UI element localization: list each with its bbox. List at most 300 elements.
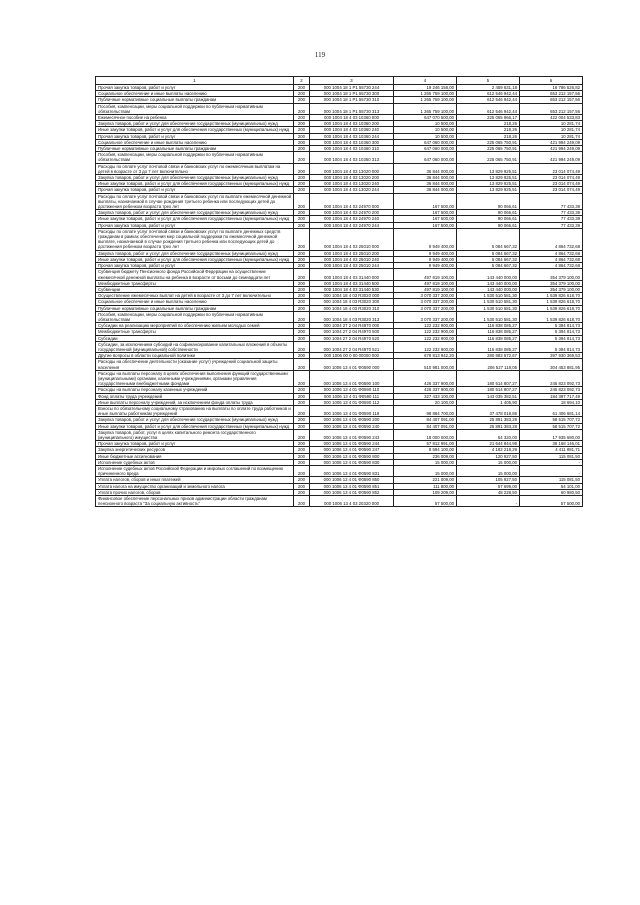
budget-code-cell: 000 1006 13 4 01 Ф0590 800	[310, 453, 394, 459]
expense-name-cell: Пособия, компенсации, меры социальной поддержки по публичным нормативным обязательствам	[96, 103, 294, 114]
approved-amount-cell: 122 232 900,00	[394, 335, 457, 341]
approved-amount-cell: 15 000,00	[394, 459, 457, 465]
approved-amount-cell: 57 500,00	[394, 496, 457, 507]
budget-code-cell: 000 1004 18 4 03 31440 500	[310, 280, 394, 286]
expense-name-cell: Публичные нормативные социальные выплаты гражданам	[96, 146, 294, 152]
unexecuted-amount-cell: -	[520, 466, 583, 477]
executed-amount-cell: 218,26	[457, 121, 520, 127]
budget-code-cell: 000 1004 27 2 04 R4970 520	[310, 335, 394, 341]
executed-amount-cell: 116 838 085,27	[457, 335, 520, 341]
line-code-cell: 200	[294, 228, 310, 250]
unexecuted-amount-cell: -	[520, 459, 583, 465]
column-number: 2	[294, 77, 310, 85]
executed-amount-cell: 143 035 382,51	[457, 393, 520, 399]
approved-amount-cell: 497 819 100,00	[394, 280, 457, 286]
executed-amount-cell: 90 066,61	[457, 193, 520, 210]
unexecuted-amount-cell: 4 864 732,68	[520, 263, 583, 269]
budget-code-cell: 000 1006 13 4 01 Ф0590 830	[310, 459, 394, 465]
executed-amount-cell: 13 829 925,51	[457, 187, 520, 193]
expense-name-cell: Социальное обеспечение и иные выплаты населению	[96, 299, 294, 305]
executed-amount-cell: 25 891 383,28	[457, 417, 520, 423]
table-row	[96, 305, 583, 311]
table-row	[96, 163, 583, 174]
unexecuted-amount-cell: 18 694,10	[520, 399, 583, 405]
line-code-cell: 200	[294, 477, 310, 483]
expense-name-cell: Прочая закупка товаров, работ и услуг	[96, 187, 294, 193]
approved-amount-cell: 9 949 400,00	[394, 256, 457, 262]
line-code-cell: 200	[294, 91, 310, 97]
budget-code-cell: 000 1004 18 4 03 10360 000	[310, 115, 394, 121]
budget-code-cell: 000 1004 18 1 P1 55730 244	[310, 85, 394, 91]
approved-amount-cell: 3 070 337 200,00	[394, 305, 457, 311]
approved-amount-cell: 10 500,00	[394, 133, 457, 139]
executed-amount-cell: 225 065 750,91	[457, 139, 520, 145]
executed-amount-cell: 21 644 844,99	[457, 441, 520, 447]
budget-code-cell: 000 1006 13 4 01 Ф0590 851	[310, 483, 394, 489]
line-code-cell: 200	[294, 146, 310, 152]
expense-name-cell: Закупка энергетических ресурсов	[96, 447, 294, 453]
executed-amount-cell: 1 530 510 581,30	[457, 311, 520, 322]
unexecuted-amount-cell: 1 539 826 618,70	[520, 299, 583, 305]
unexecuted-amount-cell: 77 433,39	[520, 222, 583, 228]
expense-name-cell: Пособия, компенсации, меры социальной поддержки по публичным нормативным обязательствам	[96, 311, 294, 322]
approved-amount-cell: 36 844 000,00	[394, 187, 457, 193]
line-code-cell: 200	[294, 103, 310, 114]
table-row	[96, 139, 583, 145]
table-row	[96, 405, 583, 416]
expense-name-cell: Иные закупки товаров, работ и услуг для обеспечения государственных (муниципальных) нужд	[96, 256, 294, 262]
line-code-cell: 200	[294, 175, 310, 181]
budget-code-cell: 000 1004 18 4 03 10360 240	[310, 127, 394, 133]
unexecuted-amount-cell: 10 281,74	[520, 133, 583, 139]
table-row	[96, 152, 583, 163]
expense-name-cell: Иные закупки товаров, работ и услуг для обеспечения государственных (муниципальных) нужд	[96, 181, 294, 187]
line-code-cell: 200	[294, 417, 310, 423]
budget-code-cell: 000 1004 18 1 P1 55730 300	[310, 91, 394, 97]
expense-name-cell: Субсидии на реализацию мероприятий по обеспечению жильем молодых семей	[96, 323, 294, 329]
approved-amount-cell: 678 813 942,20	[394, 353, 457, 359]
executed-amount-cell: 143 440 000,00	[457, 269, 520, 280]
executed-amount-cell: -	[457, 496, 520, 507]
unexecuted-amount-cell: 245 823 092,73	[520, 387, 583, 393]
table-row	[96, 181, 583, 187]
budget-code-cell: 000 1004 18 4 03 13020 000	[310, 163, 394, 174]
line-code-cell: 200	[294, 483, 310, 489]
approved-amount-cell: 122 232 900,00	[394, 341, 457, 352]
column-number: 3	[310, 77, 394, 85]
table-row	[96, 496, 583, 507]
line-code-cell: 200	[294, 311, 310, 322]
executed-amount-cell: 1 405,90	[457, 399, 520, 405]
executed-amount-cell: 116 838 085,27	[457, 329, 520, 335]
unexecuted-amount-cell: 60 980,50	[520, 489, 583, 495]
executed-amount-cell: 25 891 383,28	[457, 423, 520, 429]
executed-amount-cell: 225 065 750,91	[457, 146, 520, 152]
approved-amount-cell: 426 337 900,00	[394, 387, 457, 393]
line-code-cell: 200	[294, 263, 310, 269]
line-code-cell: 200	[294, 299, 310, 305]
approved-amount-cell: 497 819 100,00	[394, 269, 457, 280]
table-row	[96, 91, 583, 97]
line-code-cell: 200	[294, 286, 310, 292]
expense-name-cell: Субвенция бюджету Пенсионного фонда Российской Федерации на осуществление ежемесячной денежной выплаты на ребенка в возрасте от восьми до семнадцати лет	[96, 269, 294, 280]
expense-name-cell: Фонд оплаты труда учреждений	[96, 393, 294, 399]
approved-amount-cell: 36 844 000,00	[394, 175, 457, 181]
unexecuted-amount-cell: 36 168 146,01	[520, 441, 583, 447]
expense-name-cell: Субвенции	[96, 286, 294, 292]
page-number: 119	[314, 51, 326, 59]
budget-code-cell: 000 1006 13 4 01 Ф0590 852	[310, 489, 394, 495]
line-code-cell: 200	[294, 250, 310, 256]
budget-code-cell: 000 1004 18 4 03 10360 200	[310, 121, 394, 127]
table-row	[96, 417, 583, 423]
executed-amount-cell: 5 084 667,32	[457, 250, 520, 256]
approved-amount-cell: 111 800,00	[394, 483, 457, 489]
budget-code-cell: 000 1004 18 4 03 31440 000	[310, 269, 394, 280]
line-code-cell: 200	[294, 85, 310, 91]
budget-code-cell: 000 1004 18 4 03 25010 240	[310, 256, 394, 262]
budget-code-cell: 000 1004 18 4 03 10360 244	[310, 133, 394, 139]
line-code-cell: 200	[294, 115, 310, 121]
executed-amount-cell: 15 000,00	[457, 459, 520, 465]
table-row	[96, 146, 583, 152]
budget-code-cell: 000 1004 18 4 03 R3020 313	[310, 311, 394, 322]
table-row	[96, 423, 583, 429]
unexecuted-amount-cell: 653 212 157,56	[520, 91, 583, 97]
executed-amount-cell: 280 883 572,67	[457, 353, 520, 359]
line-code-cell: 200	[294, 187, 310, 193]
unexecuted-amount-cell: 23 014 074,49	[520, 175, 583, 181]
approved-amount-cell: 426 337 900,00	[394, 370, 457, 387]
line-code-cell: 200	[294, 341, 310, 352]
expense-name-cell: Расходы по оплате услуг почтовой связи и банковских услуг по ежемесячным выплатам на детей в возрасте от 3 до 7 лет включительно	[96, 163, 294, 174]
executed-amount-cell: 612 546 942,44	[457, 91, 520, 97]
executed-amount-cell: 612 546 942,44	[457, 103, 520, 114]
expense-name-cell: Субсидии, за исключением субсидий на софинансирование капитальных вложений в объекты государственной (муниципальной) собственности	[96, 341, 294, 352]
budget-code-cell: 000 1006 13 4 01 Ф0590 831	[310, 466, 394, 477]
unexecuted-amount-cell: 397 930 369,53	[520, 353, 583, 359]
unexecuted-amount-cell: 245 823 092,73	[520, 370, 583, 387]
table-row	[96, 429, 583, 440]
executed-amount-cell: 13 829 925,51	[457, 181, 520, 187]
budget-code-cell: 000 1004 18 4 03 25010 244	[310, 263, 394, 269]
budget-code-cell: 000 1006 13 4 01 Ф0590 850	[310, 477, 394, 483]
unexecuted-amount-cell: 304 453 881,95	[520, 359, 583, 370]
unexecuted-amount-cell: 184 397 717,49	[520, 393, 583, 399]
line-code-cell: 200	[294, 429, 310, 440]
budget-code-cell: 000 1004 27 2 04 R4970 000	[310, 323, 394, 329]
expense-name-cell: Исполнение судебных актов	[96, 459, 294, 465]
unexecuted-amount-cell: 23 014 074,49	[520, 181, 583, 187]
approved-amount-cell: 327 433 100,00	[394, 393, 457, 399]
approved-amount-cell: 167 500,00	[394, 210, 457, 216]
line-code-cell: 200	[294, 293, 310, 299]
unexecuted-amount-cell: 23 014 074,49	[520, 163, 583, 174]
approved-amount-cell: 9 949 400,00	[394, 263, 457, 269]
unexecuted-amount-cell: 1 539 826 618,70	[520, 305, 583, 311]
table-row	[96, 341, 583, 352]
line-code-cell: 200	[294, 466, 310, 477]
executed-amount-cell: 64 320,00	[457, 429, 520, 440]
budget-code-cell: 000 1004 18 4 03 13020 244	[310, 187, 394, 193]
line-code-cell: 200	[294, 121, 310, 127]
line-code-cell: 200	[294, 193, 310, 210]
executed-amount-cell: 1 530 510 581,30	[457, 305, 520, 311]
unexecuted-amount-cell: 77 433,39	[520, 210, 583, 216]
line-code-cell: 200	[294, 152, 310, 163]
approved-amount-cell: 236 009,00	[394, 453, 457, 459]
budget-code-cell: 000 1004 18 4 03 24970 200	[310, 210, 394, 216]
budget-code-cell: 000 1006 13 4 01 Ф0590 000	[310, 359, 394, 370]
unexecuted-amount-cell: 5 394 814,73	[520, 329, 583, 335]
expense-name-cell: Социальное обеспечение и иные выплаты населению	[96, 139, 294, 145]
budget-code-cell: 000 1004 18 4 03 31440 530	[310, 286, 394, 292]
budget-code-cell: 000 1006 13 4 03 20320 000	[310, 496, 394, 507]
approved-amount-cell: 647 070 500,00	[394, 115, 457, 121]
table-row	[96, 228, 583, 250]
line-code-cell: 200	[294, 97, 310, 103]
approved-amount-cell: 122 232 900,00	[394, 329, 457, 335]
line-code-cell: 200	[294, 459, 310, 465]
approved-amount-cell: 3 070 337 200,00	[394, 311, 457, 322]
expense-name-cell: Расходы на выплаты персоналу казенных учреждений	[96, 387, 294, 393]
line-code-cell: 200	[294, 280, 310, 286]
budget-code-cell: 000 1004 18 4 03 R3020 300	[310, 299, 394, 305]
line-code-cell: 200	[294, 163, 310, 174]
line-code-cell: 200	[294, 335, 310, 341]
unexecuted-amount-cell: 10 281,74	[520, 121, 583, 127]
expense-name-cell: Взносы по обязательному социальному страхованию на выплаты по оплате труда работников и иные выплаты работникам учреждений	[96, 405, 294, 416]
approved-amount-cell: 647 060 000,00	[394, 152, 457, 163]
approved-amount-cell: 1 265 759 100,00	[394, 97, 457, 103]
table-row	[96, 269, 583, 280]
executed-amount-cell: 13 829 925,51	[457, 175, 520, 181]
executed-amount-cell: 5 084 667,32	[457, 228, 520, 250]
table-row	[96, 103, 583, 114]
budget-code-cell: 000 1006 13 4 01 Ф0590 200	[310, 417, 394, 423]
budget-code-cell: 000 1006 13 4 01 Ф0590 240	[310, 423, 394, 429]
table-row	[96, 466, 583, 477]
line-code-cell: 200	[294, 353, 310, 359]
table-row	[96, 477, 583, 483]
unexecuted-amount-cell: 422 004 533,83	[520, 115, 583, 121]
executed-amount-cell: 13 829 925,51	[457, 163, 520, 174]
expense-name-cell: Прочая закупка товаров, работ и услуг	[96, 263, 294, 269]
approved-amount-cell: 1 265 759 100,00	[394, 91, 457, 97]
table-row	[96, 133, 583, 139]
expense-name-cell: Расходы на обеспечение деятельности (оказание услуг) учреждений социальной защиты населения	[96, 359, 294, 370]
executed-amount-cell: 5 084 667,32	[457, 256, 520, 262]
table-row	[96, 121, 583, 127]
budget-code-cell: 000 1004 18 4 03 10360 300	[310, 139, 394, 145]
line-code-cell: 200	[294, 447, 310, 453]
executed-amount-cell: 206 527 118,05	[457, 359, 520, 370]
unexecuted-amount-cell: 354 379 100,00	[520, 269, 583, 280]
approved-amount-cell: 3 070 337 200,00	[394, 293, 457, 299]
approved-amount-cell: 98 884 700,00	[394, 405, 457, 416]
line-code-cell: 200	[294, 399, 310, 405]
approved-amount-cell: 84 407 091,00	[394, 423, 457, 429]
expense-name-cell: Межбюджетные трансферты	[96, 329, 294, 335]
approved-amount-cell: 167 500,00	[394, 193, 457, 210]
expense-name-cell: Публичные нормативные социальные выплаты гражданам	[96, 97, 294, 103]
budget-code-cell: 000 1004 18 4 03 10360 313	[310, 152, 394, 163]
unexecuted-amount-cell: 1 539 826 618,70	[520, 293, 583, 299]
table-row	[96, 399, 583, 405]
budget-code-cell: 000 1004 18 4 03 24970 240	[310, 216, 394, 222]
budget-code-cell: 000 1004 18 4 03 10360 310	[310, 146, 394, 152]
budget-code-cell: 000 1004 27 2 04 R4970 500	[310, 329, 394, 335]
executed-amount-cell: 90 066,61	[457, 210, 520, 216]
executed-amount-cell: 120 927,50	[457, 453, 520, 459]
line-code-cell: 200	[294, 489, 310, 495]
expense-name-cell: Финансовое обеспечение персональных призов администрации области гражданам пенсионного возраста "За социальную активность"	[96, 496, 294, 507]
unexecuted-amount-cell: 10 281,74	[520, 127, 583, 133]
line-code-cell: 200	[294, 441, 310, 447]
executed-amount-cell: 57 699,00	[457, 483, 520, 489]
executed-amount-cell: 37 478 018,86	[457, 405, 520, 416]
budget-code-cell: 000 1006 13 4 01 Ф0590 243	[310, 429, 394, 440]
approved-amount-cell: 8 594 100,00	[394, 447, 457, 453]
approved-amount-cell: 84 407 091,00	[394, 417, 457, 423]
unexecuted-amount-cell: 115 081,50	[520, 453, 583, 459]
unexecuted-amount-cell: 354 379 100,00	[520, 280, 583, 286]
approved-amount-cell: 221 009,00	[394, 477, 457, 483]
table-row	[96, 127, 583, 133]
table-row	[96, 359, 583, 370]
expense-name-cell: Расходы по оплате услуг почтовой связи и банковских услуг по выплате ежемесячной денежной выплаты, назначаемой в случае рождения третьего ребенка или последующих детей до достижения ребенком возраста трех лет	[96, 193, 294, 210]
approved-amount-cell: 647 060 000,00	[394, 146, 457, 152]
budget-table	[95, 76, 583, 507]
line-code-cell: 200	[294, 210, 310, 216]
unexecuted-amount-cell: 58 515 707,72	[520, 423, 583, 429]
budget-code-cell: 000 1004 27 2 04 R4970 521	[310, 341, 394, 352]
budget-code-cell: 000 1006 13 4 01 Ф0590 110	[310, 387, 394, 393]
line-code-cell: 200	[294, 496, 310, 507]
executed-amount-cell: 143 440 000,00	[457, 280, 520, 286]
approved-amount-cell: 10 500,00	[394, 127, 457, 133]
executed-amount-cell: 225 065 750,91	[457, 152, 520, 163]
expense-name-cell: Прочая закупка товаров, работ и услуг	[96, 441, 294, 447]
budget-code-cell: 000 1004 18 4 03 24970 244	[310, 222, 394, 228]
unexecuted-amount-cell: 1 539 826 618,70	[520, 311, 583, 322]
executed-amount-cell: 116 838 085,27	[457, 323, 520, 329]
executed-amount-cell: 105 927,50	[457, 477, 520, 483]
table-row	[96, 293, 583, 299]
table-row	[96, 387, 583, 393]
unexecuted-amount-cell: 5 394 814,73	[520, 323, 583, 329]
expense-name-cell: Прочая закупка товаров, работ и услуг	[96, 222, 294, 228]
expense-name-cell: Иные выплаты персоналу учреждений, за исключением фонда оплаты труда	[96, 399, 294, 405]
column-number-row	[96, 77, 583, 85]
expense-name-cell: Уплата налога на имущество организаций и земельного налога	[96, 483, 294, 489]
line-code-cell: 200	[294, 133, 310, 139]
executed-amount-cell: 48 228,50	[457, 489, 520, 495]
approved-amount-cell: 9 949 400,00	[394, 250, 457, 256]
unexecuted-amount-cell: 653 212 157,56	[520, 97, 583, 103]
unexecuted-amount-cell: 421 994 249,09	[520, 139, 583, 145]
budget-code-cell: 000 1004 18 4 03 R3020 000	[310, 293, 394, 299]
line-code-cell: 200	[294, 393, 310, 399]
line-code-cell: 200	[294, 423, 310, 429]
approved-amount-cell: 9 949 400,00	[394, 228, 457, 250]
table-row	[96, 85, 583, 91]
expense-name-cell: Закупка товаров, работ, услуг в целях капитального ремонта государственного (муниципального) имущества	[96, 429, 294, 440]
executed-amount-cell: 1 530 510 581,30	[457, 299, 520, 305]
expense-name-cell: Закупка товаров, работ и услуг для обеспечения государственных (муниципальных) нужд	[96, 121, 294, 127]
approved-amount-cell: 497 819 100,00	[394, 286, 457, 292]
executed-amount-cell: 5 084 667,32	[457, 263, 520, 269]
unexecuted-amount-cell: 58 515 707,72	[520, 417, 583, 423]
expense-name-cell: Другие вопросы в области социальной политики	[96, 353, 294, 359]
unexecuted-amount-cell: 5 394 814,73	[520, 335, 583, 341]
executed-amount-cell: 218,26	[457, 127, 520, 133]
table-row	[96, 299, 583, 305]
expense-name-cell: Прочая закупка товаров, работ и услуг	[96, 85, 294, 91]
line-code-cell: 200	[294, 139, 310, 145]
line-code-cell: 200	[294, 405, 310, 416]
unexecuted-amount-cell: 4 864 732,68	[520, 250, 583, 256]
line-code-cell: 200	[294, 222, 310, 228]
table-row	[96, 250, 583, 256]
approved-amount-cell: 36 844 000,00	[394, 163, 457, 174]
line-code-cell: 200	[294, 387, 310, 393]
unexecuted-amount-cell: 354 379 100,00	[520, 286, 583, 292]
budget-code-cell: 000 1006 13 4 01 Ф0590 112	[310, 399, 394, 405]
budget-code-cell: 000 1006 13 4 01 Ф0590 119	[310, 405, 394, 416]
expense-name-cell: Уплата налогов, сборов и иных платежей	[96, 477, 294, 483]
column-number: 4	[394, 77, 457, 85]
table-row	[96, 222, 583, 228]
unexecuted-amount-cell: 4 864 732,68	[520, 256, 583, 262]
executed-amount-cell: 15 000,00	[457, 466, 520, 477]
table-row	[96, 311, 583, 322]
table-row	[96, 193, 583, 210]
expense-name-cell: Ежемесячное пособие на ребенка	[96, 115, 294, 121]
budget-code-cell: 000 1004 18 1 P1 55730 313	[310, 103, 394, 114]
approved-amount-cell: 167 500,00	[394, 216, 457, 222]
budget-code-cell: 000 1004 18 1 P1 55730 310	[310, 97, 394, 103]
table-row	[96, 256, 583, 262]
expense-name-cell: Закупка товаров, работ и услуг для обеспечения государственных (муниципальных) нужд	[96, 250, 294, 256]
column-number: 5	[457, 77, 520, 85]
approved-amount-cell: 3 070 337 200,00	[394, 299, 457, 305]
expense-name-cell: Осуществление ежемесячных выплат на детей в возрасте от 3 до 7 лет включительно	[96, 293, 294, 299]
column-number: 1	[96, 77, 294, 85]
table-row	[96, 210, 583, 216]
expense-name-cell: Уплата прочих налогов, сборов	[96, 489, 294, 495]
line-code-cell: 200	[294, 269, 310, 280]
expense-name-cell: Пособия, компенсации, меры социальной поддержки по публичным нормативным обязательствам	[96, 152, 294, 163]
budget-code-cell: 000 1004 18 4 03 R3020 310	[310, 305, 394, 311]
line-code-cell: 200	[294, 370, 310, 387]
unexecuted-amount-cell: 421 994 249,09	[520, 146, 583, 152]
unexecuted-amount-cell: 4 411 881,71	[520, 447, 583, 453]
expense-name-cell: Закупка товаров, работ и услуг для обеспечения государственных (муниципальных) нужд	[96, 417, 294, 423]
unexecuted-amount-cell: 77 433,39	[520, 193, 583, 210]
table-row	[96, 441, 583, 447]
unexecuted-amount-cell: 5 394 814,73	[520, 341, 583, 352]
budget-code-cell: 000 1006 13 4 01 Ф0590 100	[310, 370, 394, 387]
unexecuted-amount-cell: 115 081,50	[520, 477, 583, 483]
line-code-cell: 200	[294, 305, 310, 311]
executed-amount-cell: 225 065 966,17	[457, 115, 520, 121]
table-row	[96, 187, 583, 193]
expense-name-cell: Закупка товаров, работ и услуг для обеспечения государственных (муниципальных) нужд	[96, 175, 294, 181]
unexecuted-amount-cell: 57 500,00	[520, 496, 583, 507]
unexecuted-amount-cell: 421 994 249,09	[520, 152, 583, 163]
line-code-cell: 200	[294, 256, 310, 262]
